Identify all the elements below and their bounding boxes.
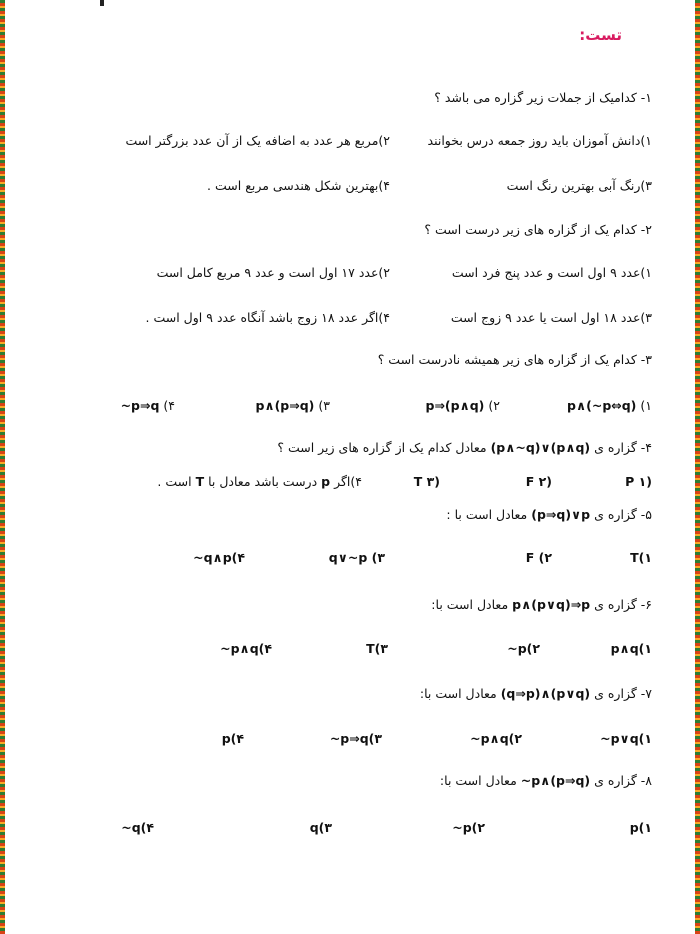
q8-option-3: q(۳ — [309, 820, 332, 835]
q7-option-2: ~p∧q(۲ — [470, 731, 522, 746]
q1-option-1: ۱)دانش آموزان باید روز جمعه درس بخوانند — [427, 133, 652, 148]
q5-option-2: F (۲ — [525, 550, 552, 565]
q4-option-1: P ۱) — [625, 474, 652, 489]
question-6: ۶- گزاره ی p∧(p∨q)⇒p معادل است با: — [431, 597, 652, 612]
q2-option-1: ۱)عدد ۹ اول است و عدد پنج فرد است — [451, 265, 652, 280]
q7-option-1: ~p∨q(۱ — [600, 731, 652, 746]
q2-option-3: ۳)عدد ۱۸ اول است یا عدد ۹ زوج است — [450, 310, 652, 325]
q2-option-2: ۲)عدد ۱۷ اول است و عدد ۹ مربع کامل است — [156, 265, 390, 280]
q6-option-3: T(۳ — [366, 641, 388, 656]
q7-option-3: ~p⇒q(۳ — [329, 731, 382, 746]
q3-option-4: ۴) ~p⇒q — [120, 398, 175, 413]
q8-option-4: ~q(۴ — [121, 820, 154, 835]
q4-option-2: F ۲) — [525, 474, 552, 489]
q8-option-2: ~p(۲ — [452, 820, 485, 835]
question-8: ۸- گزاره ی ~p∧(p⇒q) معادل است با: — [439, 773, 652, 788]
question-2: ۲- کدام یک از گزاره های زیر درست است ؟ — [424, 222, 652, 237]
q1-option-4: ۴)بهترین شکل هندسی مربع است . — [207, 178, 390, 193]
q3-option-1: ۱) p∧(~p⇔q) — [567, 398, 652, 413]
q5-option-1: T(۱ — [630, 550, 652, 565]
decorative-border-left — [0, 0, 5, 934]
top-mark — [100, 0, 104, 6]
question-4: ۴- گزاره ی (p∧~q)∨(p∧q) معادل کدام یک از گزاره های زیر است ؟ — [277, 440, 652, 455]
q1-option-2: ۲)مربع هر عدد به اضافه یک از آن عدد بزرگتر است — [125, 133, 390, 148]
q6-option-4: ~p∧q(۴ — [220, 641, 272, 656]
q5-option-4: ~q∧p(۴ — [193, 550, 245, 565]
question-3: ۳- کدام یک از گزاره های زیر همیشه نادرست است ؟ — [377, 352, 652, 367]
q6-option-2: ~p(۲ — [507, 641, 540, 656]
page-title: تست: — [579, 26, 622, 44]
q3-option-2: ۲) p⇒(p∧q) — [425, 398, 500, 413]
q2-option-4: ۴)اگر عدد ۱۸ زوج باشد آنگاه عدد ۹ اول است . — [145, 310, 390, 325]
q1-option-3: ۳)رنگ آبی بهترین رنگ است — [506, 178, 652, 193]
decorative-border-right — [695, 0, 700, 934]
q4-option-3: T ۳) — [413, 474, 440, 489]
q3-option-3: ۳) p∧(p⇒q) — [255, 398, 330, 413]
q5-option-3: q∨~p (۳ — [328, 550, 385, 565]
q8-option-1: p(۱ — [629, 820, 652, 835]
q6-option-1: p∧q(۱ — [610, 641, 652, 656]
question-5: ۵- گزاره ی (p⇒q)∨p معادل است با : — [446, 507, 652, 522]
q7-option-4: p(۴ — [221, 731, 244, 746]
question-7: ۷- گزاره ی (q⇒p)∧(p∨q) معادل است با: — [419, 686, 652, 701]
q4-option-4: ۴)اگر p درست باشد معادل با T است . — [157, 474, 362, 489]
question-1: ۱- کدامیک از جملات زیر گزاره می باشد ؟ — [434, 90, 652, 105]
